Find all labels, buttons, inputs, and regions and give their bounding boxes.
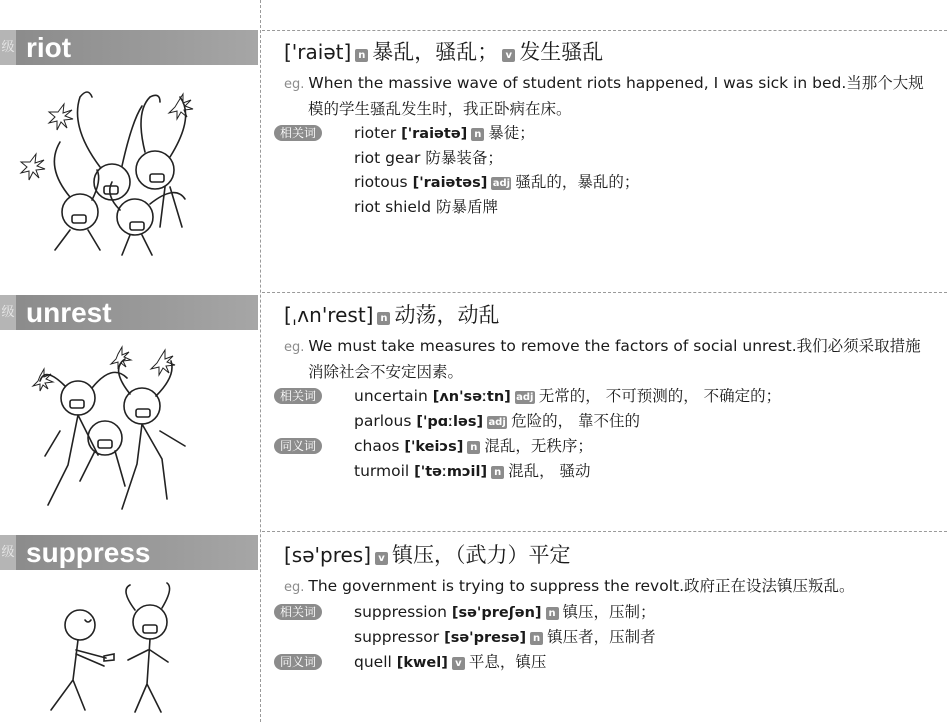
definition-text: riot gear 防暴装备； — [354, 149, 503, 167]
pos-badge: n — [377, 312, 390, 325]
column-divider — [260, 0, 261, 722]
level-mark: 级 — [0, 30, 16, 65]
definition-text: suppressor — [354, 628, 445, 646]
headword: unrest — [26, 297, 112, 328]
definition-text: uncertain — [354, 387, 433, 405]
phonetic: ['təːmɔil] — [414, 464, 488, 480]
phonetic: [kwel] — [396, 655, 448, 671]
related-word-line — [354, 459, 934, 484]
pos-badge: adj — [488, 417, 506, 428]
entry-riot — [280, 37, 934, 219]
word-groups — [280, 600, 934, 675]
definition-text: riot shield 防暴盾牌 — [354, 198, 498, 216]
phonetic: ['raiətəs] — [412, 175, 488, 191]
definition-text: rioter — [354, 124, 402, 142]
related-word-line — [354, 384, 934, 409]
phonetic: ['pɑːləs] — [416, 414, 484, 430]
riot-illustration — [0, 72, 258, 272]
eg-label: eg. — [284, 340, 305, 355]
definition-text: 镇压者，压制者 — [547, 628, 656, 646]
definition-text: riotous — [354, 173, 413, 191]
definition-text: 混乱， 骚动 — [508, 462, 591, 480]
word-band-riot — [0, 30, 258, 65]
definition-text: parlous — [354, 412, 417, 430]
example-en: We must take measures to remove the factors of social unrest. — [308, 337, 797, 355]
word-group — [280, 600, 934, 650]
pos-badge: n — [546, 607, 559, 620]
example — [284, 574, 934, 600]
phonetic: [ˌʌn'rest] — [284, 303, 374, 327]
pos-badge: adj — [492, 178, 511, 189]
entry-separator — [262, 531, 947, 532]
unrest-illustration — [0, 336, 258, 521]
group-tag: 相关词 — [274, 604, 322, 620]
example-cn: 我们必须采取措施消除社会不安定因素。 — [308, 337, 921, 381]
related-word-line — [354, 121, 934, 146]
definition-text: quell — [354, 653, 397, 671]
pos-badge: v — [375, 552, 388, 565]
related-word-line — [354, 409, 934, 434]
group-tag: 相关词 — [274, 125, 322, 141]
example-cn: 当那个大规模的学生骚乱发生时，我正卧病在床。 — [308, 74, 924, 118]
headword: suppress — [26, 537, 151, 568]
related-word-line — [354, 434, 934, 459]
related-word-line — [354, 146, 934, 170]
group-tag: 同义词 — [274, 654, 322, 670]
related-word-line — [354, 625, 934, 650]
headline — [284, 540, 934, 570]
related-word-line — [354, 195, 934, 219]
headline — [284, 37, 934, 67]
phonetic: ['raiətə] — [401, 126, 468, 142]
definition-text: 动荡，动乱 — [394, 303, 500, 327]
level-mark: 级 — [0, 535, 16, 570]
pos-badge: v — [452, 657, 465, 670]
definition-text: 发生骚乱 — [519, 40, 604, 64]
entry-separator — [262, 30, 947, 31]
definition-text: suppression — [354, 603, 452, 621]
level-mark: 级 — [0, 295, 16, 330]
related-word-line — [354, 170, 934, 195]
definition-text: chaos — [354, 437, 405, 455]
word-band-suppress — [0, 535, 258, 570]
definition-text: 危险的， 靠不住的 — [511, 412, 641, 430]
word-group — [280, 434, 934, 484]
eg-label: eg. — [284, 580, 305, 595]
headline — [284, 300, 934, 330]
phonetic: ['keiɔs] — [404, 439, 464, 455]
definition-text: 暴乱，骚乱； — [372, 40, 499, 64]
example-en: When the massive wave of student riots happened, I was sick in bed. — [308, 74, 847, 92]
definition-text: 无常的， 不可预测的， 不确定的； — [538, 387, 782, 405]
pos-badge: v — [502, 49, 515, 62]
phonetic: ['raiət] — [284, 40, 352, 64]
pos-badge: n — [471, 128, 484, 141]
related-word-line — [354, 650, 934, 675]
word-group — [280, 384, 934, 434]
definition-text: 混乱，无秩序； — [484, 437, 593, 455]
definition-text: 镇压，压制； — [562, 603, 656, 621]
word-band-unrest — [0, 295, 258, 330]
suppress-illustration — [0, 580, 258, 720]
entry-suppress — [280, 540, 934, 675]
definition-text: 骚乱的，暴乱的； — [515, 173, 640, 191]
eg-label: eg. — [284, 77, 305, 92]
definition-text: 暴徒； — [488, 124, 535, 142]
group-tag: 相关词 — [274, 388, 322, 404]
example-en: The government is trying to suppress the revolt. — [308, 577, 685, 595]
phonetic: [sə'presə] — [444, 630, 527, 646]
pos-badge: n — [530, 632, 543, 645]
phonetic: [sə'preʃən] — [451, 605, 542, 621]
headword: riot — [26, 32, 72, 63]
word-group — [280, 650, 934, 675]
pos-badge: n — [355, 49, 368, 62]
definition-text: 平息，镇压 — [468, 653, 547, 671]
definition-text: turmoil — [354, 462, 415, 480]
entry-separator — [262, 292, 947, 293]
entry-unrest — [280, 300, 934, 484]
word-group — [280, 121, 934, 219]
example — [284, 71, 934, 121]
group-tag: 同义词 — [274, 438, 322, 454]
word-groups — [280, 384, 934, 484]
phonetic: [sə'pres] — [284, 543, 372, 567]
example-cn: 政府正在设法镇压叛乱。 — [684, 577, 855, 595]
pos-badge: n — [491, 466, 504, 479]
related-word-line — [354, 600, 934, 625]
example — [284, 334, 934, 384]
phonetic: [ʌn'səːtn] — [432, 389, 511, 405]
word-groups — [280, 121, 934, 219]
definition-text: 镇压，（武力）平定 — [392, 543, 571, 567]
pos-badge: n — [467, 441, 480, 454]
pos-badge: adj — [516, 392, 534, 403]
